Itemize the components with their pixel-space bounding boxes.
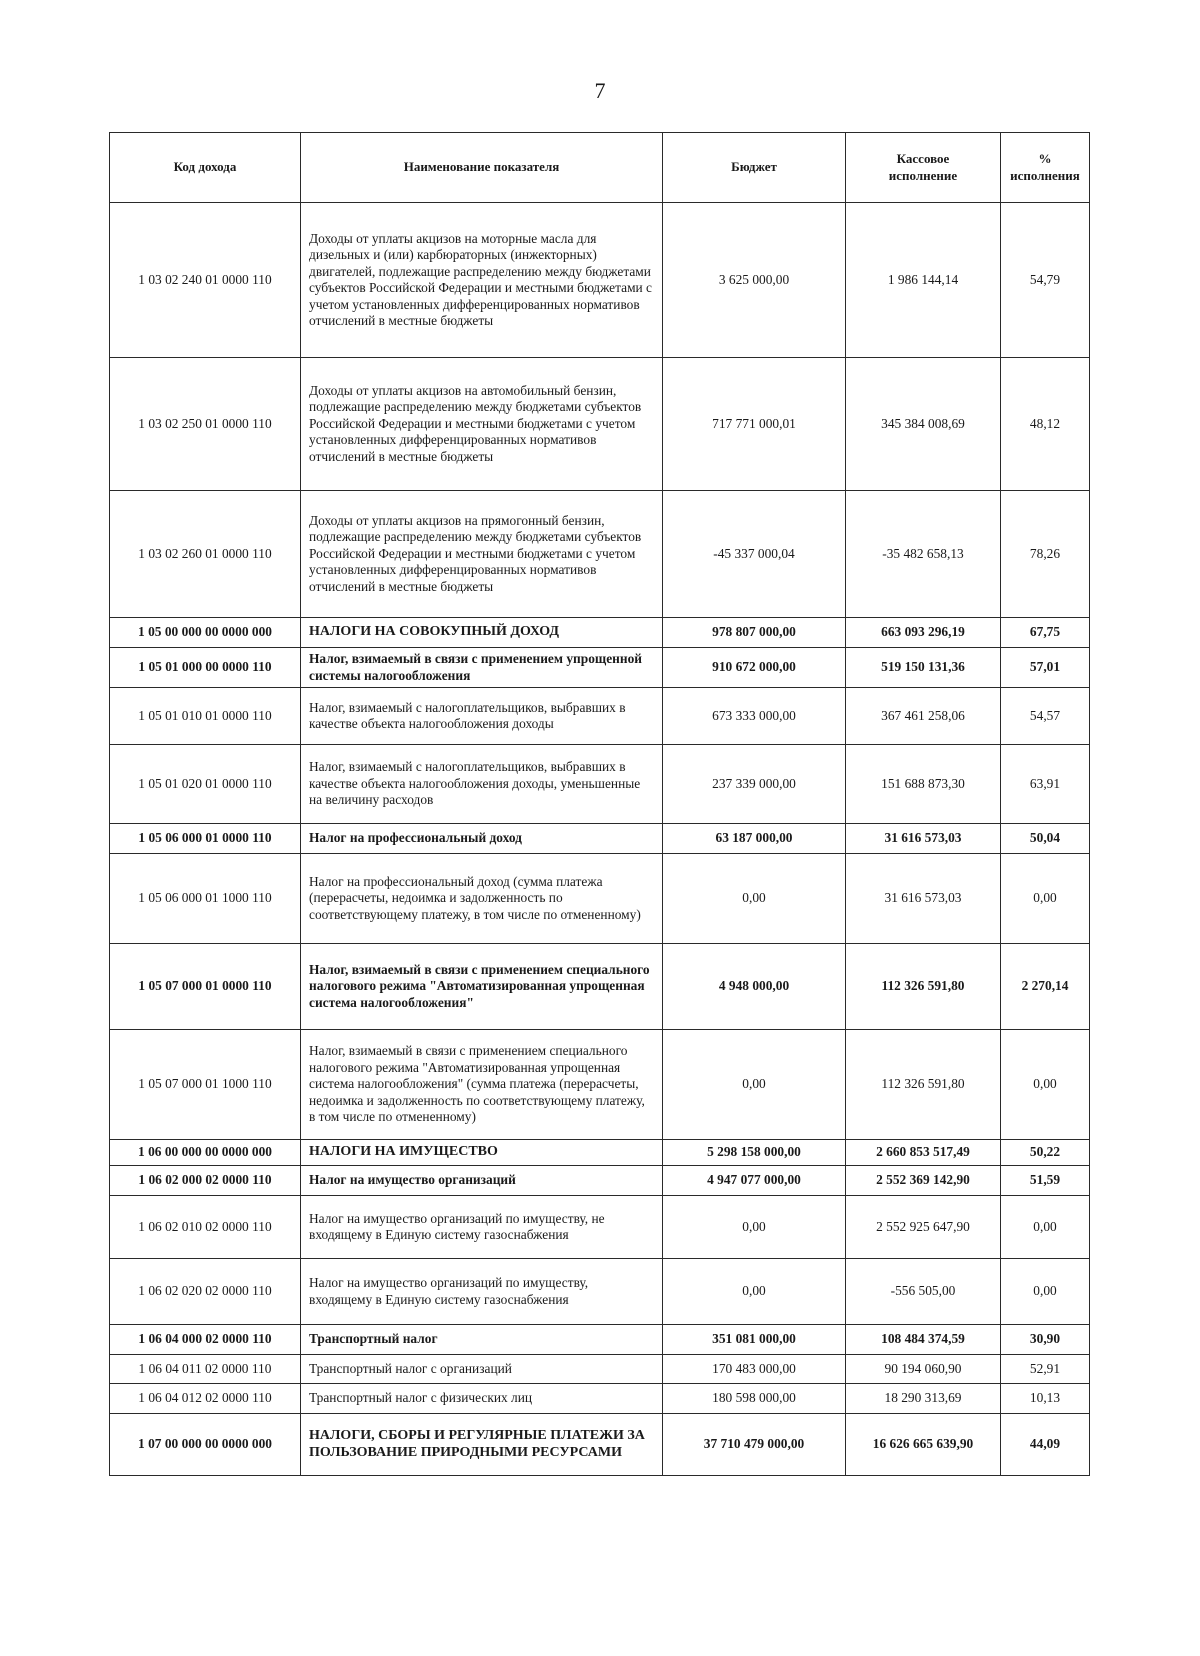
indicator-name-cell: Налог на имущество организаций по имуществу, не входящему в Единую систему газоснабжения [301,1196,663,1259]
budget-cell: 237 339 000,00 [663,745,846,824]
execution-cell: 18 290 313,69 [846,1384,1001,1414]
table-row [110,203,1090,358]
execution-cell: 2 660 853 517,49 [846,1140,1001,1166]
income-code-cell: 1 06 04 011 02 0000 110 [110,1355,301,1384]
budget-cell: 0,00 [663,1196,846,1259]
table-row [110,1355,1090,1384]
execution-cell: 151 688 873,30 [846,745,1001,824]
revenue-table [109,132,1090,1476]
table-row [110,358,1090,491]
percent-cell: 50,22 [1001,1140,1090,1166]
budget-cell: 180 598 000,00 [663,1384,846,1414]
table-row [110,618,1090,648]
percent-cell: 78,26 [1001,491,1090,618]
percent-cell: 30,90 [1001,1325,1090,1355]
budget-cell: 37 710 479 000,00 [663,1414,846,1476]
budget-cell: 4 947 077 000,00 [663,1166,846,1196]
table-row [110,491,1090,618]
table-row [110,1166,1090,1196]
execution-cell: 663 093 296,19 [846,618,1001,648]
percent-cell: 51,59 [1001,1166,1090,1196]
budget-cell: 717 771 000,01 [663,358,846,491]
percent-cell: 67,75 [1001,618,1090,648]
header-budget: Бюджет [663,133,846,203]
percent-cell: 0,00 [1001,1030,1090,1140]
table-header-row [110,133,1090,203]
table-row [110,944,1090,1030]
table-row [110,688,1090,745]
percent-cell: 57,01 [1001,648,1090,688]
indicator-name-cell: Транспортный налог с организаций [301,1355,663,1384]
indicator-name-cell: Налог на имущество организаций [301,1166,663,1196]
budget-cell: 170 483 000,00 [663,1355,846,1384]
execution-cell: 367 461 258,06 [846,688,1001,745]
income-code-cell: 1 05 06 000 01 0000 110 [110,824,301,854]
income-code-cell: 1 03 02 240 01 0000 110 [110,203,301,358]
percent-cell: 63,91 [1001,745,1090,824]
percent-cell: 10,13 [1001,1384,1090,1414]
table-row [110,1140,1090,1166]
execution-cell: 31 616 573,03 [846,854,1001,944]
percent-cell: 0,00 [1001,854,1090,944]
indicator-name-cell: Доходы от уплаты акцизов на автомобильный бензин, подлежащие распределению между бюджетами субъектов Российской Федерации и местными бюджетами с учетом установленных дифференцированных нормативов отчислений в местные бюджеты [301,358,663,491]
budget-cell: 0,00 [663,1030,846,1140]
table-row [110,1414,1090,1476]
percent-cell: 48,12 [1001,358,1090,491]
indicator-name-cell: Налог, взимаемый в связи с применением упрощенной системы налогообложения [301,648,663,688]
budget-cell: -45 337 000,04 [663,491,846,618]
income-code-cell: 1 05 01 010 01 0000 110 [110,688,301,745]
budget-cell: 910 672 000,00 [663,648,846,688]
execution-cell: 519 150 131,36 [846,648,1001,688]
budget-cell: 673 333 000,00 [663,688,846,745]
income-code-cell: 1 05 07 000 01 0000 110 [110,944,301,1030]
income-code-cell: 1 05 01 000 00 0000 110 [110,648,301,688]
indicator-name-cell: Налог, взимаемый с налогоплательщиков, выбравших в качестве объекта налогообложения доходы [301,688,663,745]
income-code-cell: 1 03 02 260 01 0000 110 [110,491,301,618]
percent-cell: 54,79 [1001,203,1090,358]
income-code-cell: 1 06 04 000 02 0000 110 [110,1325,301,1355]
income-code-cell: 1 05 06 000 01 1000 110 [110,854,301,944]
execution-cell: 2 552 369 142,90 [846,1166,1001,1196]
budget-cell: 5 298 158 000,00 [663,1140,846,1166]
indicator-name-cell: Налог на профессиональный доход [301,824,663,854]
table-row [110,648,1090,688]
header-execution: Кассовое исполнение [846,133,1001,203]
header-percent: % исполнения [1001,133,1090,203]
income-code-cell: 1 06 04 012 02 0000 110 [110,1384,301,1414]
table-row [110,1384,1090,1414]
execution-cell: -35 482 658,13 [846,491,1001,618]
table-row [110,1259,1090,1325]
percent-cell: 0,00 [1001,1259,1090,1325]
table-row [110,745,1090,824]
indicator-name-cell: Налог, взимаемый в связи с применением специального налогового режима "Автоматизированная упрощенная система налогообложения" [301,944,663,1030]
indicator-name-cell: Налог на имущество организаций по имуществу, входящему в Единую систему газоснабжения [301,1259,663,1325]
income-code-cell: 1 05 07 000 01 1000 110 [110,1030,301,1140]
execution-cell: 16 626 665 639,90 [846,1414,1001,1476]
budget-cell: 351 081 000,00 [663,1325,846,1355]
execution-cell: 112 326 591,80 [846,1030,1001,1140]
indicator-name-cell: Доходы от уплаты акцизов на прямогонный бензин, подлежащие распределению между бюджетами субъектов Российской Федерации и местными бюджетами с учетом установленных дифференцированных нормативов отчислений в местные бюджеты [301,491,663,618]
percent-cell: 2 270,14 [1001,944,1090,1030]
table-row [110,854,1090,944]
table-row [110,1196,1090,1259]
execution-cell: 345 384 008,69 [846,358,1001,491]
indicator-name-cell: НАЛОГИ НА СОВОКУПНЫЙ ДОХОД [301,618,663,648]
income-code-cell: 1 05 00 000 00 0000 000 [110,618,301,648]
percent-cell: 54,57 [1001,688,1090,745]
budget-cell: 4 948 000,00 [663,944,846,1030]
indicator-name-cell: Транспортный налог с физических лиц [301,1384,663,1414]
indicator-name-cell: Доходы от уплаты акцизов на моторные масла для дизельных и (или) карбюраторных (инжекторных) двигателей, подлежащие распределению между бюджетами субъектов Российской Федерации и местными бюджетами с учетом установленных дифференцированных нормативов отчислений в местные бюджеты [301,203,663,358]
execution-cell: -556 505,00 [846,1259,1001,1325]
income-code-cell: 1 07 00 000 00 0000 000 [110,1414,301,1476]
income-code-cell: 1 05 01 020 01 0000 110 [110,745,301,824]
budget-cell: 0,00 [663,1259,846,1325]
table-row [110,1030,1090,1140]
budget-cell: 3 625 000,00 [663,203,846,358]
income-code-cell: 1 06 02 010 02 0000 110 [110,1196,301,1259]
indicator-name-cell: Налог, взимаемый с налогоплательщиков, выбравших в качестве объекта налогообложения доходы, уменьшенные на величину расходов [301,745,663,824]
execution-cell: 1 986 144,14 [846,203,1001,358]
execution-cell: 90 194 060,90 [846,1355,1001,1384]
execution-cell: 2 552 925 647,90 [846,1196,1001,1259]
budget-cell: 63 187 000,00 [663,824,846,854]
percent-cell: 52,91 [1001,1355,1090,1384]
income-code-cell: 1 06 02 000 02 0000 110 [110,1166,301,1196]
budget-cell: 978 807 000,00 [663,618,846,648]
income-code-cell: 1 06 02 020 02 0000 110 [110,1259,301,1325]
indicator-name-cell: НАЛОГИ НА ИМУЩЕСТВО [301,1140,663,1166]
indicator-name-cell: НАЛОГИ, СБОРЫ И РЕГУЛЯРНЫЕ ПЛАТЕЖИ ЗА ПОЛЬЗОВАНИЕ ПРИРОДНЫМИ РЕСУРСАМИ [301,1414,663,1476]
budget-cell: 0,00 [663,854,846,944]
execution-cell: 31 616 573,03 [846,824,1001,854]
indicator-name-cell: Налог на профессиональный доход (сумма платежа (перерасчеты, недоимка и задолженность по соответствующему платежу, в том числе по отмененному) [301,854,663,944]
indicator-name-cell: Транспортный налог [301,1325,663,1355]
indicator-name-cell: Налог, взимаемый в связи с применением специального налогового режима "Автоматизированная упрощенная система налогообложения" (сумма платежа (перерасчеты, недоимка и задолженность по соответствующему платежу, в том числе по отмененному) [301,1030,663,1140]
header-code: Код дохода [110,133,301,203]
header-name: Наименование показателя [301,133,663,203]
table-row [110,824,1090,854]
percent-cell: 0,00 [1001,1196,1090,1259]
execution-cell: 108 484 374,59 [846,1325,1001,1355]
table-row [110,1325,1090,1355]
percent-cell: 44,09 [1001,1414,1090,1476]
execution-cell: 112 326 591,80 [846,944,1001,1030]
page-number: 7 [594,78,606,103]
income-code-cell: 1 06 00 000 00 0000 000 [110,1140,301,1166]
income-code-cell: 1 03 02 250 01 0000 110 [110,358,301,491]
percent-cell: 50,04 [1001,824,1090,854]
